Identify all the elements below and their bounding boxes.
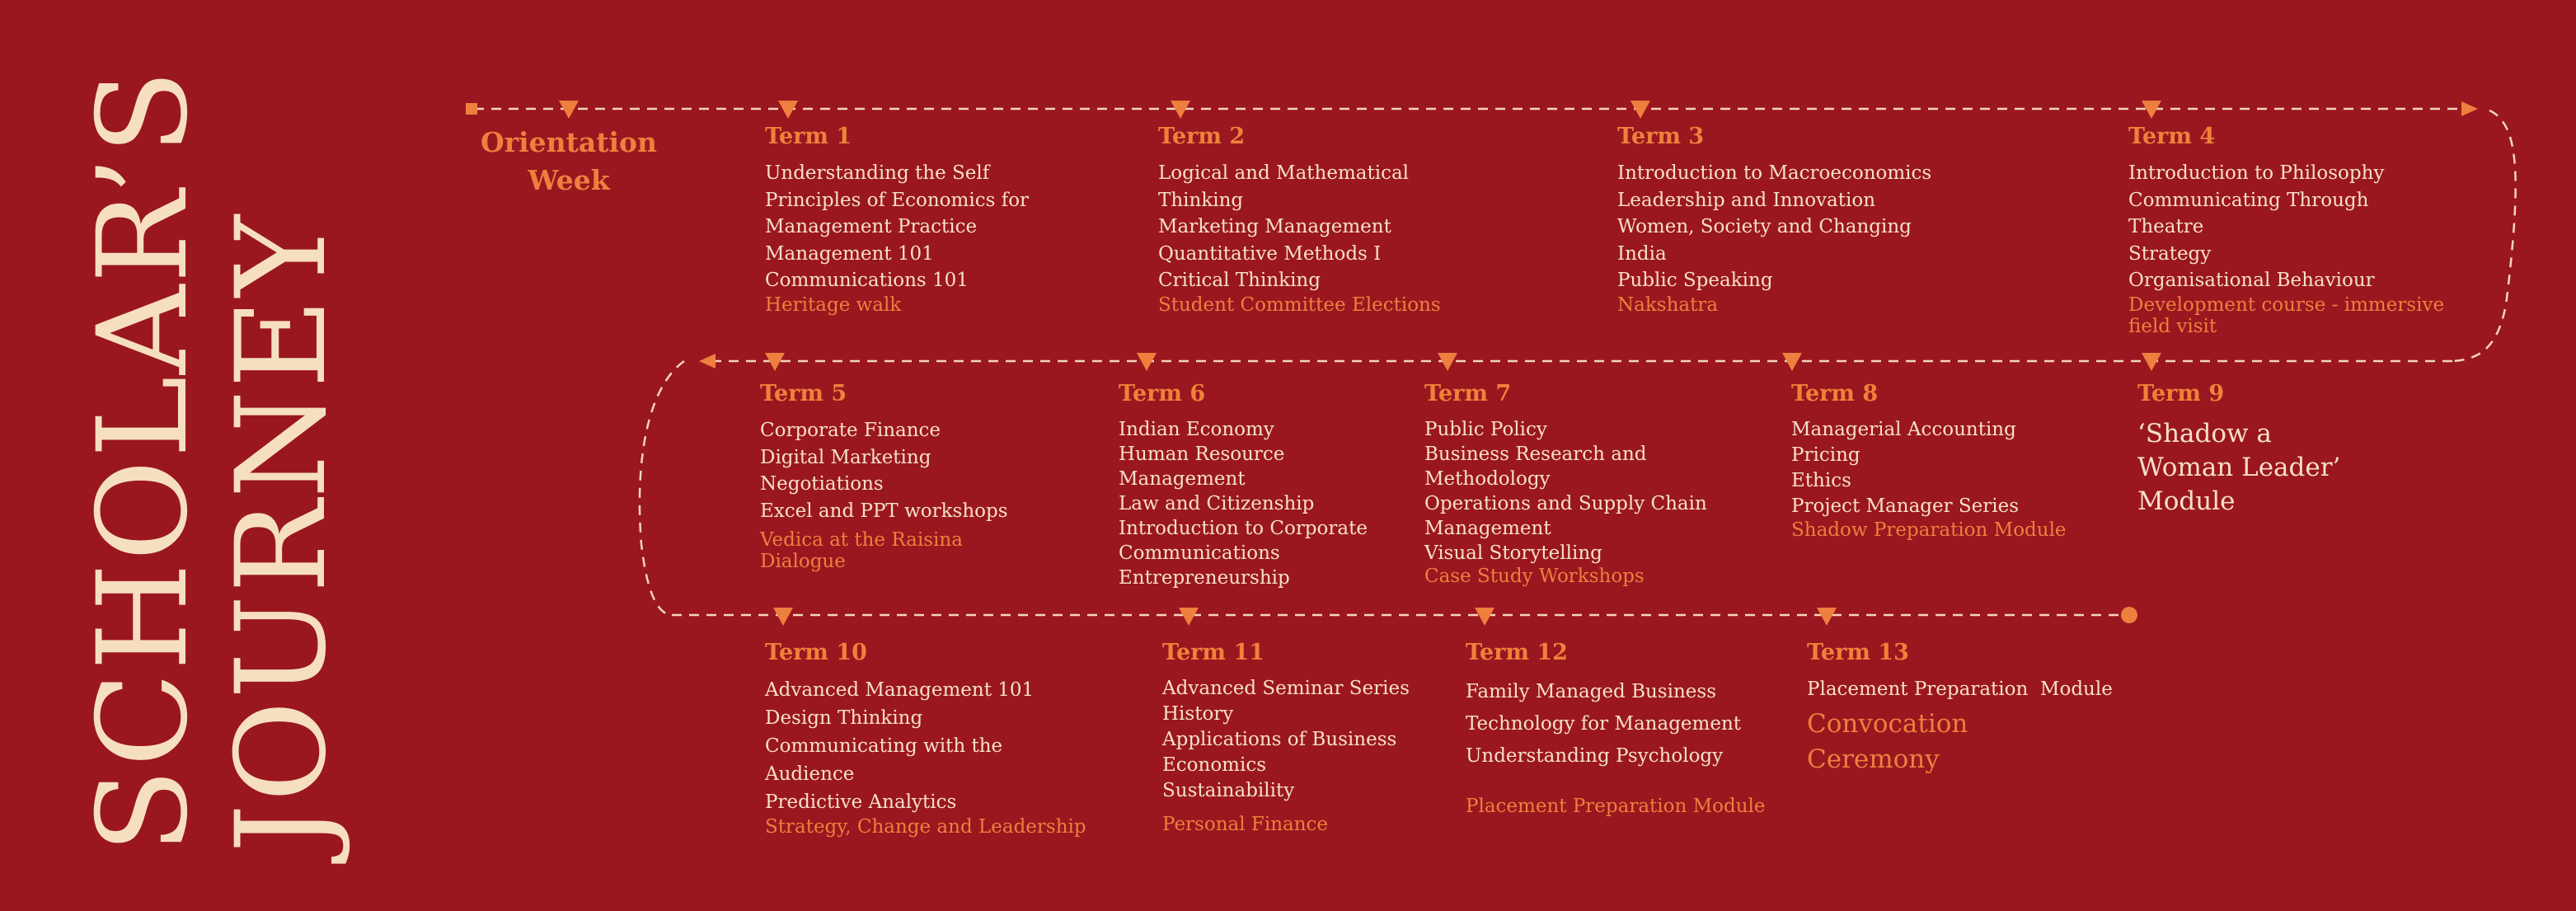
course-item: Audience: [765, 763, 855, 785]
orientation-week-label: Orientation Week: [480, 126, 658, 196]
convocation-ceremony: Convocation Ceremony: [1807, 708, 1968, 774]
term-5: [760, 381, 1065, 572]
course-item: Human Resource: [1119, 444, 1285, 465]
course-item: Managerial Accounting: [1791, 419, 2016, 440]
path-start-marker: [466, 103, 477, 115]
course-item: Negotiations: [760, 473, 884, 495]
title-line-1: SCHOLAR’S: [72, 68, 215, 853]
term-title: Term 1: [765, 124, 852, 149]
course-item: Introduction to Macroeconomics: [1617, 162, 1932, 184]
course-item: Introduction to Philosophy: [2128, 162, 2385, 184]
term-title: Term 12: [1466, 640, 1568, 665]
term-event: Vedica at the Raisina Dialogue: [760, 529, 963, 572]
course-item: Theatre: [2128, 216, 2204, 237]
course-item: Communicating with the: [765, 735, 1003, 757]
path-arrow-left: [699, 354, 716, 369]
course-item: Strategy: [2128, 242, 2212, 265]
course-item: Design Thinking: [765, 707, 923, 729]
term-event: Placement Preparation Module: [1466, 796, 1766, 817]
course-item: Sustainability: [1162, 780, 1295, 801]
module-line: Module: [2137, 486, 2236, 516]
course-item: Corporate Finance: [760, 420, 941, 441]
course-item: Marketing Management: [1158, 216, 1391, 237]
term-13: [1807, 640, 2137, 777]
course-item: Management: [1119, 468, 1246, 490]
term-event: Personal Finance: [1162, 814, 1329, 835]
course-item: Communications 101: [765, 270, 969, 291]
checkpoint-marker: [1631, 101, 1650, 119]
checkpoint-marker: [773, 608, 793, 626]
course-item: Business Research and: [1424, 444, 1647, 465]
module-line: Woman Leader’: [2137, 453, 2341, 482]
course-item: Methodology: [1424, 468, 1551, 490]
term-title: Term 8: [1791, 381, 1879, 406]
term-title: Term 6: [1119, 381, 1206, 406]
course-item: History: [1162, 703, 1234, 725]
term-title: Term 3: [1617, 124, 1705, 149]
term-title: Term 5: [760, 381, 847, 406]
term-event: Student Committee Elections: [1158, 293, 1441, 316]
term-event: Heritage walk: [765, 293, 902, 316]
module-line: ‘Shadow a: [2137, 419, 2272, 448]
course-item: Quantitative Methods I: [1158, 242, 1382, 265]
course-item: Critical Thinking: [1158, 270, 1321, 291]
page-title: [72, 62, 354, 853]
course-item: Management Practice: [765, 216, 978, 237]
course-item: Advanced Management 101: [765, 679, 1035, 701]
course-item: Understanding the Self: [765, 162, 990, 184]
course-item: Excel and PPT workshops: [760, 500, 1008, 522]
course-item: Operations and Supply Chain: [1424, 493, 1707, 514]
checkpoint-marker: [1179, 608, 1199, 626]
course-item: Public Policy: [1424, 419, 1547, 440]
term-9: [2137, 381, 2385, 519]
course-item: Technology for Management: [1466, 713, 1742, 735]
path-curve-left: [640, 361, 684, 615]
course-item: Advanced Seminar Series: [1162, 678, 1410, 699]
course-item: Understanding Psychology: [1466, 745, 1724, 767]
checkpoint-marker: [1475, 608, 1494, 626]
course-item: Leadership and Innovation: [1617, 189, 1876, 211]
course-item: Visual Storytelling: [1424, 542, 1602, 564]
course-item: Ethics: [1791, 470, 1851, 491]
term-title: Term 11: [1162, 640, 1265, 665]
course-item: Management 101: [765, 242, 934, 265]
course-item: Management: [1424, 518, 1551, 539]
term-title: Term 13: [1807, 640, 1909, 665]
term-title: Term 9: [2137, 381, 2225, 406]
course-item: Placement Preparation Module: [1807, 679, 2113, 700]
term-6: [1119, 381, 1407, 590]
term-title: Term 2: [1158, 124, 1246, 149]
course-item: Law and Citizenship: [1119, 493, 1315, 514]
term-title: Term 10: [765, 640, 867, 665]
course-item: Logical and Mathematical: [1158, 162, 1410, 184]
course-item: Applications of Business: [1162, 729, 1397, 750]
course-item: Public Speaking: [1617, 270, 1773, 291]
course-item: Women, Society and Changing: [1617, 216, 1912, 237]
term-8: [1791, 381, 2104, 541]
course-item: Entrepreneurship: [1119, 567, 1290, 589]
course-item: Introduction to Corporate: [1119, 518, 1368, 539]
checkpoint-marker: [2142, 353, 2161, 371]
course-item: Pricing: [1791, 444, 1860, 466]
course-item: Communicating Through: [2128, 189, 2369, 211]
term-1: [765, 124, 1119, 316]
term-event: Strategy, Change and Leadership: [765, 816, 1086, 838]
path-end-marker: [2121, 607, 2137, 623]
term-event: Shadow Preparation Module: [1791, 519, 2067, 541]
term-3: [1617, 124, 2046, 316]
term-title: Term 4: [2128, 124, 2216, 149]
term-4: [2128, 124, 2475, 337]
course-item: Project Manager Series: [1791, 495, 2020, 517]
term-title: Term 7: [1424, 381, 1512, 406]
course-item: Economics: [1162, 754, 1267, 776]
course-item: Indian Economy: [1119, 419, 1274, 440]
checkpoint-marker: [1817, 608, 1837, 626]
course-item: Family Managed Business: [1466, 681, 1716, 702]
course-item: Communications: [1119, 542, 1280, 564]
course-item: Predictive Analytics: [765, 791, 957, 813]
term-event: Nakshatra: [1617, 293, 1719, 316]
course-item: Thinking: [1158, 189, 1244, 211]
course-item: Organisational Behaviour: [2128, 270, 2375, 291]
term-11: [1162, 640, 1459, 835]
course-item: India: [1617, 242, 1667, 265]
term-12: [1466, 640, 1795, 817]
path-arrow-right: [2461, 101, 2478, 116]
term-event: Development course - immersive field visit: [2128, 293, 2445, 337]
term-7: [1424, 381, 1738, 587]
title-line-2: JOURNEY: [210, 213, 354, 853]
term-event: Case Study Workshops: [1424, 566, 1645, 587]
term-2: [1158, 124, 1546, 316]
course-item: Digital Marketing: [760, 446, 931, 468]
term-10: [765, 640, 1119, 838]
course-item: Principles of Economics for: [765, 189, 1030, 211]
